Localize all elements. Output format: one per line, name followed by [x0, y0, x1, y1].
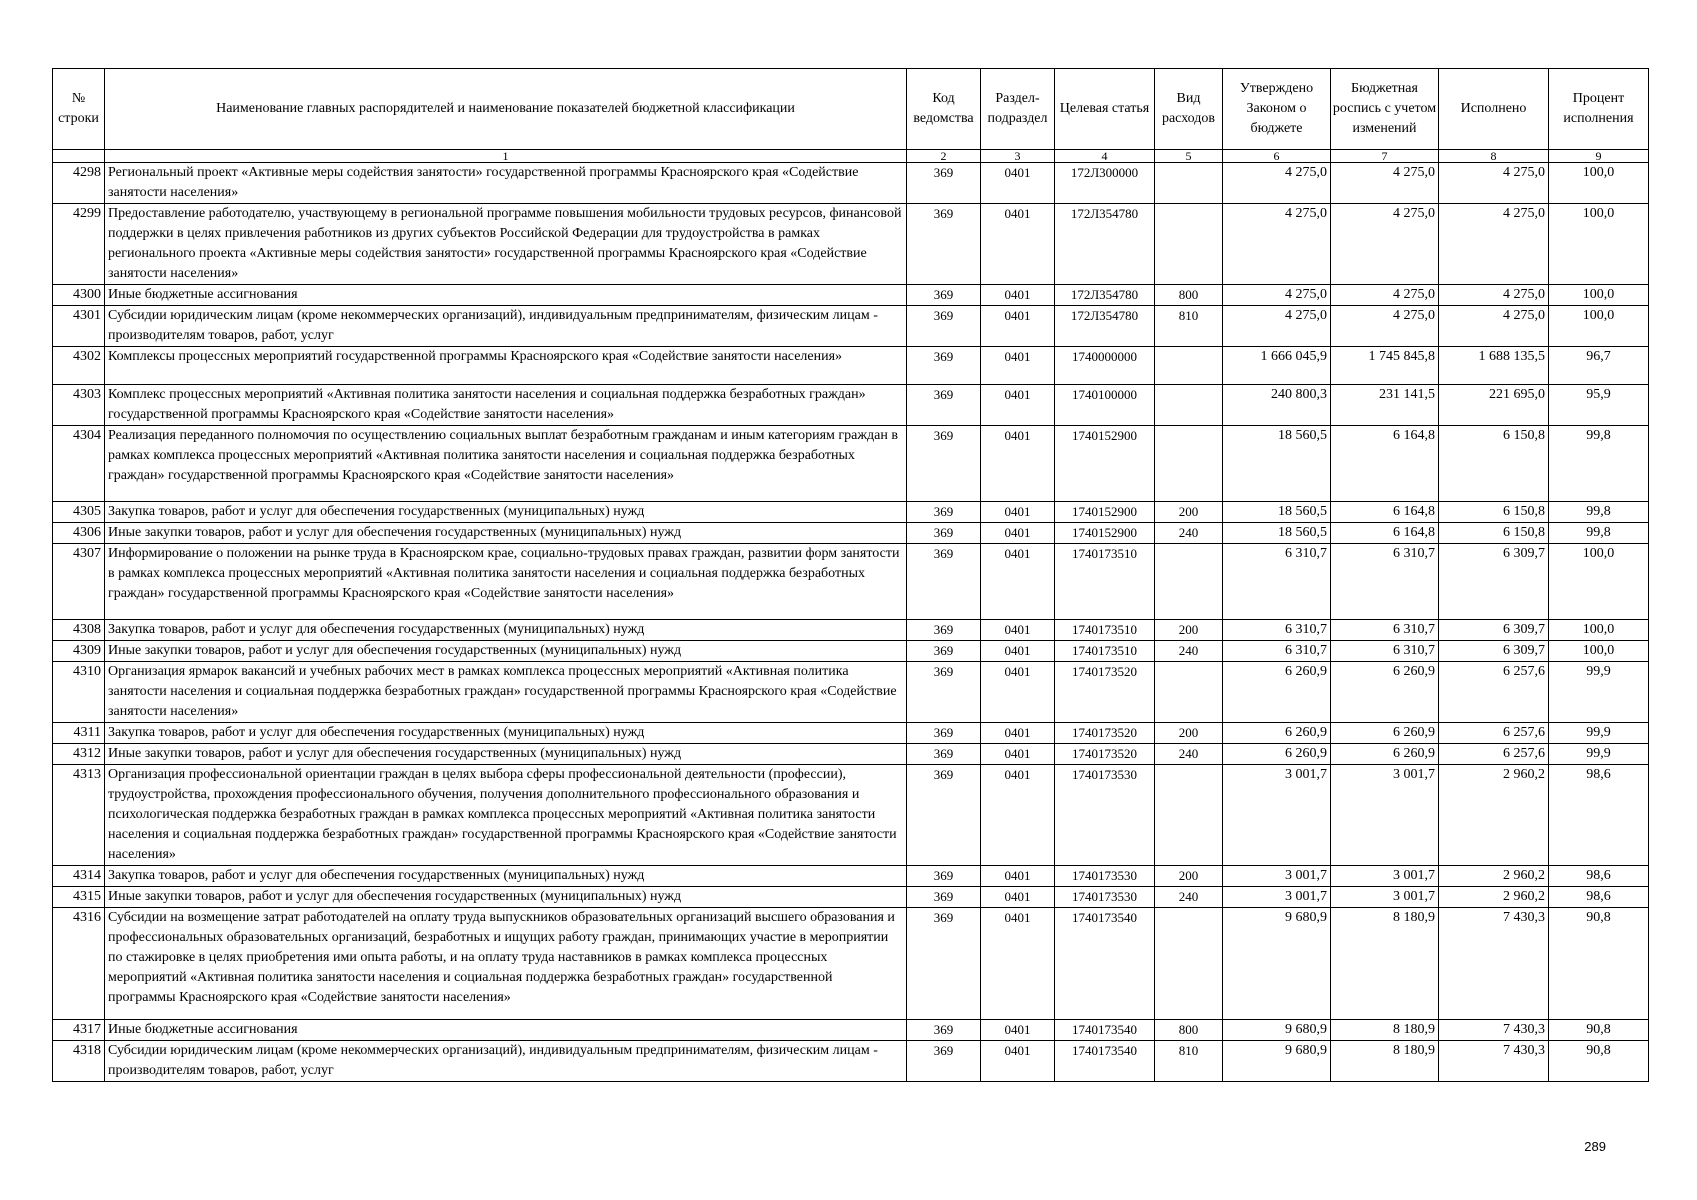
- row-target-article: 1740173510: [1055, 641, 1155, 662]
- row-section: 0401: [981, 163, 1055, 204]
- row-expense-type: 810: [1155, 1041, 1223, 1082]
- row-schedule: 3 001,7: [1331, 866, 1439, 887]
- row-number: 4308: [53, 620, 105, 641]
- row-schedule: 231 141,5: [1331, 385, 1439, 426]
- row-approved: 6 260,9: [1223, 662, 1331, 723]
- row-name: Закупка товаров, работ и услуг для обеспечения государственных (муниципальных) нужд: [105, 723, 907, 744]
- row-dept-code: 369: [907, 426, 981, 502]
- row-dept-code: 369: [907, 1041, 981, 1082]
- row-target-article: 172Л354780: [1055, 204, 1155, 285]
- row-percent: 90,8: [1549, 1020, 1649, 1041]
- row-dept-code: 369: [907, 523, 981, 544]
- row-schedule: 6 260,9: [1331, 662, 1439, 723]
- row-schedule: 4 275,0: [1331, 163, 1439, 204]
- row-target-article: 1740173510: [1055, 620, 1155, 641]
- row-number: 4315: [53, 887, 105, 908]
- header-dept-code: Код ведомства: [907, 69, 981, 150]
- row-target-article: 1740173510: [1055, 544, 1155, 620]
- row-target-article: 1740173530: [1055, 866, 1155, 887]
- row-expense-type: 240: [1155, 523, 1223, 544]
- row-schedule: 6 310,7: [1331, 544, 1439, 620]
- row-name: Закупка товаров, работ и услуг для обеспечения государственных (муниципальных) нужд: [105, 620, 907, 641]
- row-dept-code: 369: [907, 744, 981, 765]
- row-executed: 6 257,6: [1439, 744, 1549, 765]
- row-percent: 99,8: [1549, 502, 1649, 523]
- row-expense-type: [1155, 426, 1223, 502]
- row-executed: 1 688 135,5: [1439, 347, 1549, 385]
- row-number: 4312: [53, 744, 105, 765]
- row-target-article: 1740173520: [1055, 744, 1155, 765]
- row-executed: 2 960,2: [1439, 765, 1549, 866]
- page-number: 289: [1584, 1139, 1606, 1154]
- row-dept-code: 369: [907, 347, 981, 385]
- row-number: 4298: [53, 163, 105, 204]
- header-schedule: Бюджетная роспись с учетом изменений: [1331, 69, 1439, 150]
- row-schedule: 6 310,7: [1331, 620, 1439, 641]
- column-number: 7: [1331, 150, 1439, 163]
- column-number: 5: [1155, 150, 1223, 163]
- table-row: [53, 385, 1649, 426]
- row-section: 0401: [981, 426, 1055, 502]
- row-target-article: 172Л300000: [1055, 163, 1155, 204]
- row-percent: 100,0: [1549, 285, 1649, 306]
- row-schedule: 1 745 845,8: [1331, 347, 1439, 385]
- header-row: [53, 69, 1649, 150]
- row-percent: 90,8: [1549, 908, 1649, 1020]
- table-row: [53, 765, 1649, 866]
- row-section: 0401: [981, 641, 1055, 662]
- row-approved: 4 275,0: [1223, 285, 1331, 306]
- row-expense-type: 240: [1155, 887, 1223, 908]
- row-percent: 98,6: [1549, 887, 1649, 908]
- row-name: Реализация переданного полномочия по осуществлению социальных выплат безработным гражданам и иным категориям граждан в рамках комплекса процессных мероприятий «Активная политика занятости населения и социальная поддержка безработных граждан» государственной программы Красноярского края «Содействие занятости населения»: [105, 426, 907, 502]
- table-row: [53, 887, 1649, 908]
- row-percent: 100,0: [1549, 544, 1649, 620]
- row-approved: 6 260,9: [1223, 744, 1331, 765]
- row-expense-type: [1155, 163, 1223, 204]
- row-approved: 9 680,9: [1223, 1041, 1331, 1082]
- row-number: 4303: [53, 385, 105, 426]
- row-approved: 18 560,5: [1223, 426, 1331, 502]
- row-expense-type: 800: [1155, 1020, 1223, 1041]
- row-dept-code: 369: [907, 204, 981, 285]
- row-expense-type: 200: [1155, 866, 1223, 887]
- row-number: 4300: [53, 285, 105, 306]
- row-name: Субсидии на возмещение затрат работодателей на оплату труда выпускников образовательных организаций высшего образования и профессиональных образовательных организаций, безработных и ищущих работу граждан, принимающих участие в мероприятии по стажировке в целях приобретения ими опыта работы, и на оплату труда наставников в рамках комплекса процессных мероприятий «Активная политика занятости населения и социальная поддержка безработных граждан» государственной программы Красноярского края «Содействие занятости населения»: [105, 908, 907, 1020]
- row-executed: 4 275,0: [1439, 285, 1549, 306]
- row-name: Закупка товаров, работ и услуг для обеспечения государственных (муниципальных) нужд: [105, 866, 907, 887]
- row-percent: 100,0: [1549, 641, 1649, 662]
- row-section: 0401: [981, 908, 1055, 1020]
- header-section: Раздел-подраздел: [981, 69, 1055, 150]
- row-expense-type: 810: [1155, 306, 1223, 347]
- row-percent: 99,9: [1549, 744, 1649, 765]
- table-row: [53, 662, 1649, 723]
- row-target-article: 1740152900: [1055, 523, 1155, 544]
- row-dept-code: 369: [907, 866, 981, 887]
- row-number: 4305: [53, 502, 105, 523]
- row-number: 4309: [53, 641, 105, 662]
- column-number: 8: [1439, 150, 1549, 163]
- row-name: Региональный проект «Активные меры содействия занятости» государственной программы Красноярского края «Содействие занятости населения»: [105, 163, 907, 204]
- column-number: 4: [1055, 150, 1155, 163]
- row-approved: 9 680,9: [1223, 1020, 1331, 1041]
- table-row: [53, 866, 1649, 887]
- table-row: [53, 744, 1649, 765]
- row-dept-code: 369: [907, 765, 981, 866]
- row-section: 0401: [981, 620, 1055, 641]
- row-number: 4314: [53, 866, 105, 887]
- row-schedule: 6 260,9: [1331, 744, 1439, 765]
- row-approved: 3 001,7: [1223, 765, 1331, 866]
- row-section: 0401: [981, 723, 1055, 744]
- row-expense-type: [1155, 908, 1223, 1020]
- column-number-row: [53, 150, 1649, 163]
- row-section: 0401: [981, 347, 1055, 385]
- header-row-number: № строки: [53, 69, 105, 150]
- row-percent: 100,0: [1549, 306, 1649, 347]
- row-approved: 18 560,5: [1223, 523, 1331, 544]
- row-dept-code: 369: [907, 1020, 981, 1041]
- row-name: Иные бюджетные ассигнования: [105, 285, 907, 306]
- column-number: 6: [1223, 150, 1331, 163]
- row-number: 4318: [53, 1041, 105, 1082]
- table-row: [53, 306, 1649, 347]
- row-dept-code: 369: [907, 887, 981, 908]
- row-executed: 7 430,3: [1439, 1041, 1549, 1082]
- row-dept-code: 369: [907, 502, 981, 523]
- row-target-article: 172Л354780: [1055, 285, 1155, 306]
- row-dept-code: 369: [907, 620, 981, 641]
- row-dept-code: 369: [907, 385, 981, 426]
- row-percent: 99,8: [1549, 426, 1649, 502]
- row-executed: 7 430,3: [1439, 1020, 1549, 1041]
- row-approved: 4 275,0: [1223, 204, 1331, 285]
- table-body: [53, 163, 1649, 1082]
- table-row: [53, 544, 1649, 620]
- row-executed: 6 150,8: [1439, 426, 1549, 502]
- row-target-article: 1740000000: [1055, 347, 1155, 385]
- row-target-article: 1740173520: [1055, 723, 1155, 744]
- budget-table: [52, 68, 1649, 1082]
- row-percent: 98,6: [1549, 765, 1649, 866]
- row-schedule: 6 164,8: [1331, 426, 1439, 502]
- row-approved: 4 275,0: [1223, 163, 1331, 204]
- row-name: Комплексы процессных мероприятий государственной программы Красноярского края «Содействие занятости населения»: [105, 347, 907, 385]
- table-row: [53, 1041, 1649, 1082]
- table-row: [53, 426, 1649, 502]
- row-target-article: 1740173530: [1055, 765, 1155, 866]
- row-schedule: 8 180,9: [1331, 1020, 1439, 1041]
- row-target-article: 172Л354780: [1055, 306, 1155, 347]
- row-number: 4310: [53, 662, 105, 723]
- row-approved: 4 275,0: [1223, 306, 1331, 347]
- row-executed: 221 695,0: [1439, 385, 1549, 426]
- row-target-article: 1740173540: [1055, 908, 1155, 1020]
- row-expense-type: [1155, 662, 1223, 723]
- row-target-article: 1740100000: [1055, 385, 1155, 426]
- row-number: 4299: [53, 204, 105, 285]
- row-approved: 6 310,7: [1223, 544, 1331, 620]
- row-section: 0401: [981, 502, 1055, 523]
- row-approved: 9 680,9: [1223, 908, 1331, 1020]
- row-section: 0401: [981, 204, 1055, 285]
- row-percent: 100,0: [1549, 163, 1649, 204]
- row-dept-code: 369: [907, 163, 981, 204]
- row-dept-code: 369: [907, 306, 981, 347]
- row-approved: 6 310,7: [1223, 620, 1331, 641]
- row-name: Иные бюджетные ассигнования: [105, 1020, 907, 1041]
- row-approved: 1 666 045,9: [1223, 347, 1331, 385]
- row-dept-code: 369: [907, 908, 981, 1020]
- row-target-article: 1740152900: [1055, 502, 1155, 523]
- row-section: 0401: [981, 285, 1055, 306]
- row-percent: 99,8: [1549, 523, 1649, 544]
- table-row: [53, 908, 1649, 1020]
- row-expense-type: [1155, 204, 1223, 285]
- row-expense-type: 240: [1155, 744, 1223, 765]
- row-number: 4302: [53, 347, 105, 385]
- row-name: Иные закупки товаров, работ и услуг для обеспечения государственных (муниципальных) нужд: [105, 641, 907, 662]
- row-name: Информирование о положении на рынке труда в Красноярском крае, социально-трудовых правах граждан, развитии форм занятости в рамках комплекса процессных мероприятий «Активная политика занятости населения и социальная поддержка безработных граждан» государственной программы Красноярского края «Содействие занятости населения»: [105, 544, 907, 620]
- row-expense-type: 200: [1155, 502, 1223, 523]
- column-number: [53, 150, 105, 163]
- row-expense-type: [1155, 544, 1223, 620]
- row-percent: 100,0: [1549, 204, 1649, 285]
- table-row: [53, 204, 1649, 285]
- row-name: Субсидии юридическим лицам (кроме некоммерческих организаций), индивидуальным предпринимателям, физическим лицам - производителям товаров, работ, услуг: [105, 1041, 907, 1082]
- row-schedule: 6 310,7: [1331, 641, 1439, 662]
- column-number: 1: [105, 150, 907, 163]
- header-executed: Исполнено: [1439, 69, 1549, 150]
- row-executed: 6 309,7: [1439, 620, 1549, 641]
- row-expense-type: [1155, 347, 1223, 385]
- row-executed: 6 150,8: [1439, 502, 1549, 523]
- row-section: 0401: [981, 662, 1055, 723]
- row-section: 0401: [981, 385, 1055, 426]
- row-name: Закупка товаров, работ и услуг для обеспечения государственных (муниципальных) нужд: [105, 502, 907, 523]
- row-executed: 6 257,6: [1439, 723, 1549, 744]
- row-name: Иные закупки товаров, работ и услуг для обеспечения государственных (муниципальных) нужд: [105, 744, 907, 765]
- row-schedule: 4 275,0: [1331, 204, 1439, 285]
- row-number: 4304: [53, 426, 105, 502]
- row-name: Иные закупки товаров, работ и услуг для обеспечения государственных (муниципальных) нужд: [105, 523, 907, 544]
- row-name: Организация профессиональной ориентации граждан в целях выбора сферы профессиональной деятельности (профессии), трудоустройства, прохождения профессионального обучения, получения дополнительного профессионального образования и психологическая поддержка безработных граждан в рамках комплекса процессных мероприятий «Активная политика занятости населения и социальная поддержка безработных граждан» государственной программы Красноярского края «Содействие занятости населения»: [105, 765, 907, 866]
- row-approved: 3 001,7: [1223, 887, 1331, 908]
- column-number: 3: [981, 150, 1055, 163]
- row-expense-type: 200: [1155, 620, 1223, 641]
- row-approved: 6 310,7: [1223, 641, 1331, 662]
- row-section: 0401: [981, 306, 1055, 347]
- row-schedule: 8 180,9: [1331, 1041, 1439, 1082]
- row-target-article: 1740173540: [1055, 1020, 1155, 1041]
- row-percent: 99,9: [1549, 662, 1649, 723]
- table-row: [53, 620, 1649, 641]
- row-expense-type: 240: [1155, 641, 1223, 662]
- row-expense-type: [1155, 765, 1223, 866]
- row-expense-type: 200: [1155, 723, 1223, 744]
- row-number: 4306: [53, 523, 105, 544]
- row-number: 4317: [53, 1020, 105, 1041]
- row-executed: 6 309,7: [1439, 641, 1549, 662]
- table-row: [53, 502, 1649, 523]
- row-expense-type: [1155, 385, 1223, 426]
- row-dept-code: 369: [907, 544, 981, 620]
- row-executed: 7 430,3: [1439, 908, 1549, 1020]
- row-approved: 6 260,9: [1223, 723, 1331, 744]
- row-number: 4311: [53, 723, 105, 744]
- row-approved: 18 560,5: [1223, 502, 1331, 523]
- header-target-article: Целевая статья: [1055, 69, 1155, 150]
- row-name: Предоставление работодателю, участвующему в региональной программе повышения мобильности трудовых ресурсов, финансовой поддержки в целях привлечения работников из других субъектов Российской Федерации для трудоустройства в рамках регионального проекта «Активные меры содействия занятости» государственной программы Красноярского края «Содействие занятости населения»: [105, 204, 907, 285]
- row-executed: 6 150,8: [1439, 523, 1549, 544]
- row-section: 0401: [981, 765, 1055, 866]
- row-number: 4316: [53, 908, 105, 1020]
- header-expense-type: Вид расходов: [1155, 69, 1223, 150]
- row-section: 0401: [981, 866, 1055, 887]
- header-percent: Процент исполнения: [1549, 69, 1649, 150]
- table-row: [53, 523, 1649, 544]
- table-row: [53, 723, 1649, 744]
- row-executed: 4 275,0: [1439, 306, 1549, 347]
- row-dept-code: 369: [907, 662, 981, 723]
- row-schedule: 3 001,7: [1331, 765, 1439, 866]
- header-approved: Утверждено Законом о бюджете: [1223, 69, 1331, 150]
- row-name: Иные закупки товаров, работ и услуг для обеспечения государственных (муниципальных) нужд: [105, 887, 907, 908]
- row-target-article: 1740173530: [1055, 887, 1155, 908]
- column-number: 2: [907, 150, 981, 163]
- row-section: 0401: [981, 1020, 1055, 1041]
- row-percent: 96,7: [1549, 347, 1649, 385]
- row-number: 4307: [53, 544, 105, 620]
- row-number: 4301: [53, 306, 105, 347]
- row-target-article: 1740173520: [1055, 662, 1155, 723]
- row-executed: 2 960,2: [1439, 887, 1549, 908]
- row-percent: 90,8: [1549, 1041, 1649, 1082]
- row-dept-code: 369: [907, 723, 981, 744]
- row-name: Субсидии юридическим лицам (кроме некоммерческих организаций), индивидуальным предпринимателям, физическим лицам - производителям товаров, работ, услуг: [105, 306, 907, 347]
- row-schedule: 6 164,8: [1331, 523, 1439, 544]
- row-executed: 6 257,6: [1439, 662, 1549, 723]
- table-row: [53, 285, 1649, 306]
- row-name: Организация ярмарок вакансий и учебных рабочих мест в рамках комплекса процессных мероприятий «Активная политика занятости населения и социальная поддержка безработных граждан» государственной программы Красноярского края «Содействие занятости населения»: [105, 662, 907, 723]
- row-percent: 100,0: [1549, 620, 1649, 641]
- row-section: 0401: [981, 887, 1055, 908]
- row-target-article: 1740152900: [1055, 426, 1155, 502]
- row-schedule: 8 180,9: [1331, 908, 1439, 1020]
- row-section: 0401: [981, 744, 1055, 765]
- row-number: 4313: [53, 765, 105, 866]
- row-section: 0401: [981, 544, 1055, 620]
- row-schedule: 3 001,7: [1331, 887, 1439, 908]
- row-schedule: 4 275,0: [1331, 306, 1439, 347]
- row-schedule: 6 260,9: [1331, 723, 1439, 744]
- column-number: 9: [1549, 150, 1649, 163]
- row-dept-code: 369: [907, 641, 981, 662]
- header-name: Наименование главных распорядителей и наименование показателей бюджетной классификации: [105, 69, 907, 150]
- row-approved: 3 001,7: [1223, 866, 1331, 887]
- row-executed: 2 960,2: [1439, 866, 1549, 887]
- row-executed: 4 275,0: [1439, 163, 1549, 204]
- row-executed: 4 275,0: [1439, 204, 1549, 285]
- row-percent: 95,9: [1549, 385, 1649, 426]
- row-executed: 6 309,7: [1439, 544, 1549, 620]
- row-section: 0401: [981, 523, 1055, 544]
- row-percent: 99,9: [1549, 723, 1649, 744]
- row-target-article: 1740173540: [1055, 1041, 1155, 1082]
- table-row: [53, 641, 1649, 662]
- row-schedule: 4 275,0: [1331, 285, 1439, 306]
- row-approved: 240 800,3: [1223, 385, 1331, 426]
- table-row: [53, 1020, 1649, 1041]
- row-percent: 98,6: [1549, 866, 1649, 887]
- row-expense-type: 800: [1155, 285, 1223, 306]
- table-row: [53, 347, 1649, 385]
- row-dept-code: 369: [907, 285, 981, 306]
- row-section: 0401: [981, 1041, 1055, 1082]
- row-name: Комплекс процессных мероприятий «Активная политика занятости населения и социальная поддержка безработных граждан» государственной программы Красноярского края «Содействие занятости населения»: [105, 385, 907, 426]
- table-row: [53, 163, 1649, 204]
- row-schedule: 6 164,8: [1331, 502, 1439, 523]
